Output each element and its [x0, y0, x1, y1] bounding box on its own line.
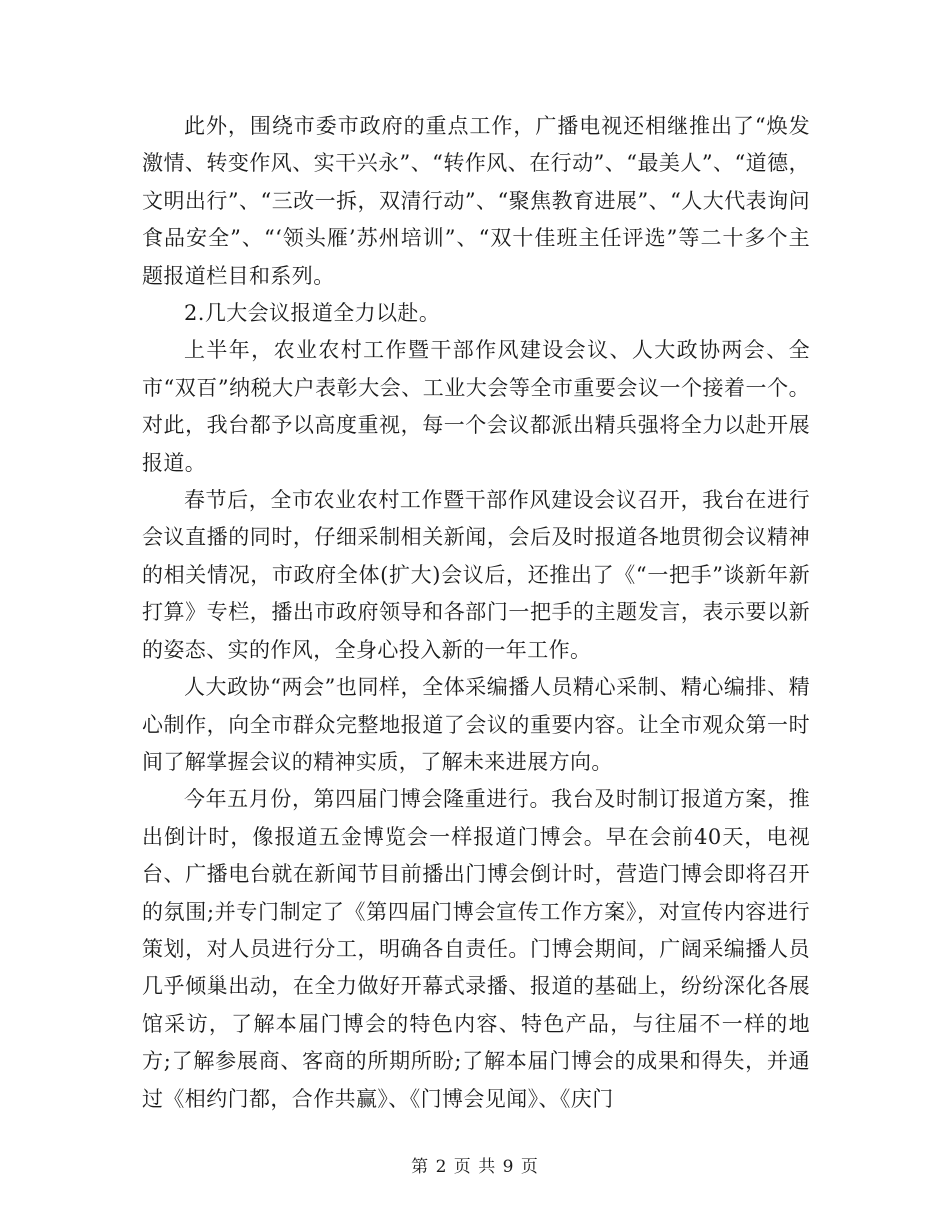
paragraph-intro: 此外，围绕市委市政府的重点工作，广播电视还相继推出了“焕发激情、转变作风、实干兴永”、“转作风、在行动”、“最美人”、“道德，文明出行”、“三改一拆，双清行动”、“聚焦教育进展”、“人大代表询问食品安全”、“‘领头雁’苏州培训”、“双十佳班主任评选”等二十多个主题报道栏目和系列。 [142, 114, 810, 288]
paragraph-door-expo: 今年五月份，第四届门博会隆重进行。我台及时制订报道方案，推出倒计时，像报道五金博览会一样报道门博会。早在会前40天，电视台、广播电台就在新闻节目前播出门博会倒计时，营造门博会即将召开的氛围;并专门制定了《第四届门博会宣传工作方案》，对宣传内容进行策划，对人员进行分工，明确各自责任。门博会期间，广阔采编播人员几乎倾巢出动，在全力做好开幕式录播、报道的基础上，纷纷深化各展馆采访，了解本届门博会的特色内容、特色产品，与往届不一样的地方;了解参展商、客商的所期所盼;了解本届门博会的成果和得失，并通过《相约门都，合作共赢》、《门博会见闻》、《庆门 [142, 787, 810, 1111]
section-heading: 2.几大会议报道全力以赴。 [184, 301, 441, 326]
paragraph-spring-festival: 春节后，全市农业农村工作暨干部作风建设会议召开，我台在进行会议直播的同时，仔细采制相关新闻，会后及时报道各地贯彻会议精神的相关情况，市政府全体(扩大)会议后，还推出了《“一把手”谈新年新打算》专栏，播出市政府领导和各部门一把手的主题发言，表示要以新的姿态、实的作风，全身心投入新的一年工作。 [142, 488, 810, 662]
page-footer: 第 2 页 共 9 页 [411, 1157, 539, 1177]
paragraph-two-sessions: 人大政协“两会”也同样，全体采编播人员精心采制、精心编排、精心制作，向全市群众完整地报道了会议的重要内容。让全市观众第一时间了解掌握会议的精神实质，了解未来进展方向。 [142, 675, 810, 774]
paragraph-first-half-meetings: 上半年，农业农村工作暨干部作风建设会议、人大政协两会、全市“双百”纳税大户表彰大会、工业大会等全市重要会议一个接着一个。对此，我台都予以高度重视，每一个会议都派出精兵强将全力以赴开展报道。 [142, 338, 810, 475]
document-body [142, 108, 810, 1118]
